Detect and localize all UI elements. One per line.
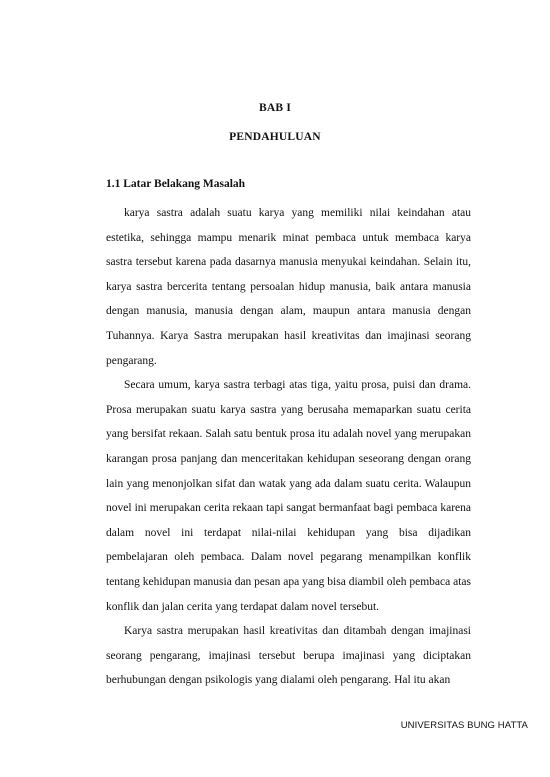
paragraph-2: Secara umum, karya sastra terbagi atas tiga, yaitu prosa, puisi dan drama. Prosa merupakan suatu karya sastra yang berusaha memaparkan suatu cerita yang bersifat rekaan. Salah satu bentuk prosa itu adalah novel yang merupakan karangan prosa panjang dan menceritakan kehidupan seseorang dengan orang lain yang menonjolkan sifat dan watak yang ada dalam suatu cerita. Walaupun novel ini merupakan cerita rekaan tapi sangat bermanfaat bagi pembaca karena dalam novel ini terdapat nilai-nilai kehidupan yang bisa dijadikan pembelajaran oleh pembaca. Dalam novel pegarang menampilkan konflik tentang kehidupan manusia dan pesan apa yang bisa diambil oleh pembaca atas konflik dan jalan cerita yang terdapat dalam novel tersebut.: [106, 379, 472, 613]
chapter-number: BAB I: [259, 102, 291, 114]
paragraph-3: Karya sastra merupakan hasil kreativitas dan ditambah dengan imajinasi seorang pengarang, imajinasi tersebut berupa imajinasi yang diciptakan berhubungan dengan psikologis yang dialami oleh pengarang. Hal itu akan: [106, 625, 471, 687]
body-text: [106, 201, 471, 693]
section-heading: 1.1 Latar Belakang Masalah: [106, 178, 246, 190]
footer-institution: UNIVERSITAS BUNG HATTA: [400, 720, 528, 731]
chapter-title: PENDAHULUAN: [229, 131, 321, 143]
paragraph-1: karya sastra adalah suatu karya yang memiliki nilai keindahan atau estetika, sehingga mampu menarik minat pembaca untuk membaca karya sastra tersebut karena pada dasarnya manusia menyukai keindahan. Selain itu, karya sastra bercerita tentang persoalan hidup manusia, baik antara manusia dengan manusia, manusia dengan alam, maupun antara manusia dengan Tuhannya. Karya Sastra merupakan hasil kreativitas dan imajinasi seorang pengarang.: [106, 207, 471, 367]
